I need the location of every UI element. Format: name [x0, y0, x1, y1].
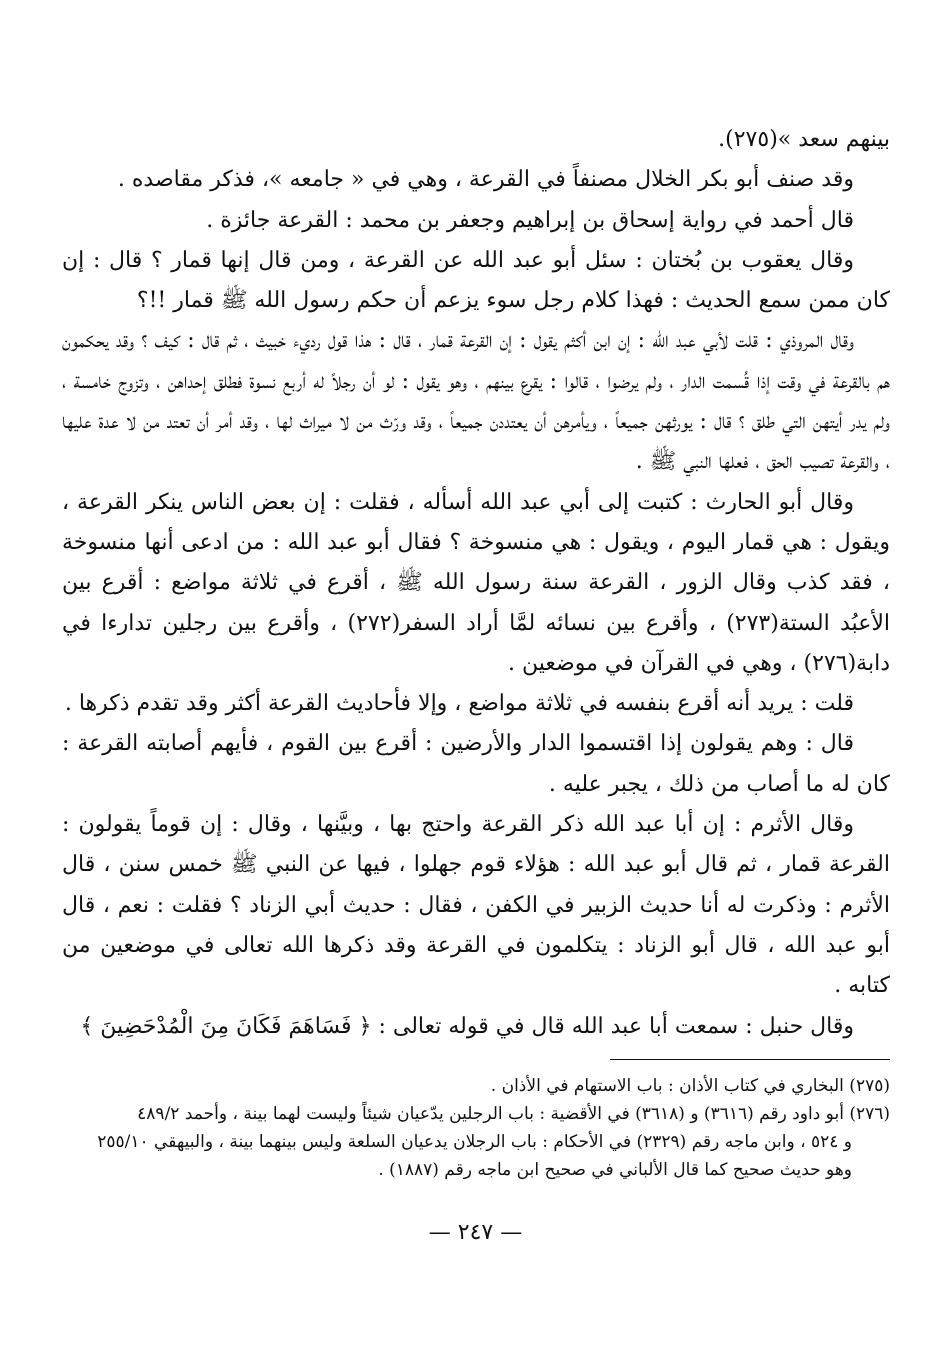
paragraph: قلت : يريد أنه أقرع بنفسه في ثلاثة مواضع ، وإلا فأحاديث القرعة أكثر وقد تقدم ذكرها . [64, 691, 854, 717]
paragraph: وقال يعقوب بن بُختان : سئل أبو عبد الله عن القرعة ، ومن قال إنها قمار ؟ قال : إن كان ممن سمع الحديث : فهذا كلام رجل سوء يزعم أن حكم رسول الله ﷺ قمار !!؟ [62, 247, 890, 314]
paragraph: وقال الأثرم : إن أبا عبد الله ذكر القرعة واحتج بها ، وبيَّنها ، وقال : إن قوماً يقولون : القرعة قمار ، ثم قال أبو عبد الله : هؤلاء قوم جهلوا ، فيها عن النبي ﷺ خمس سنن ، قال الأثرم : وذكرت له أنا حديث الزبير في الكفن ، فقال : حديث أبي الزناد ؟ فقلت : نعم ، قال أبو عبد الله ، قال أبو الزناد : يتكلمون في القرعة وقد ذكرها الله تعالى في موضعين من كتابه . [62, 812, 890, 999]
paragraph: وقال أبو الحارث : كتبت إلى أبي عبد الله أسأله ، فقلت : إن بعض الناس ينكر القرعة ، ويقول : هي قمار اليوم ، ويقول : هي منسوخة ؟ فقال أبو عبد الله : من ادعى أنها منسوخة ، فقد كذب وقال الزور ، القرعة سنة رسول الله ﷺ ، أقرع في ثلاثة مواضع : أقرع بين الأعبُد الستة(٢٧٣) ، وأقرع بين نسائه لمَّا أراد السفر(٢٧٢) ، وأقرع بين رجلين تدارءا في دابة(٢٧٦) ، وهي في القرآن في موضعين . [62, 489, 890, 676]
footnote: (٢٧٥) البخاري في كتاب الأذان : باب الاستهام في الأذان . [490, 1075, 890, 1096]
page-content [62, 120, 890, 1184]
paragraph: قال : وهم يقولون إذا اقتسموا الدار والأرضين : أقرع بين القوم ، فأيهم أصابته القرعة : كان له ما أصاب من ذلك ، يجبر عليه . [62, 731, 890, 797]
footnotes [62, 1072, 890, 1184]
paragraph: وقال المروذي : قلت لأبي عبد الله : إن ابن أكثم يقول : إن القرعة قمار ، قال : هذا قول رديء خبيث ، ثم قال : كيف ؟ وقد يحكمون هم بالقرعة في وقت إذا قُسمت الدار ، ولم يرضوا ، قالوا : يقرع بينهم ، وهو يقول : لو أن رجلاً له أربع نسوة فطلق إحداهن ، وتزوج خامسة ، ولم يدر أيتهن التي طلق ؟ قال : يورثهن جميعاً ، ويأمرهن أن يعتددن جميعاً ، وقد ورّث من لا ميراث لها ، وقد أمر أن تعتد من لا عدة عليها ، والقرعة تصيب الحق ، فعلها النبي ﷺ . [62, 328, 890, 475]
paragraph: بينهم سعد »(٢٧٥). [718, 127, 890, 152]
paragraph: وقال حنبل : سمعت أبا عبد الله قال في قوله تعالى : ﴿ فَسَاهَمَ فَكَانَ مِنَ الْمُدْحَضِينَ ﴾ [80, 1013, 854, 1039]
main-text [62, 120, 890, 1047]
footnote-continuation: و ٥٢٤ ، وابن ماجه رقم (٢٣٢٩) في الأحكام : باب الرجلان يدعيان السلعة وليس بينهما بينة ، والبيهقي ٢٥٥/١٠ [97, 1131, 852, 1152]
paragraph: وقد صنف أبو بكر الخلال مصنفاً في القرعة ، وهي في « جامعه »، فذكر مقاصده . [117, 167, 854, 193]
page-number: — ٢٤٧ — [428, 1220, 523, 1245]
footnote-continuation: وهو حديث صحيح كما قال الألباني في صحيح ابن ماجه رقم (١٨٨٧) . [378, 1159, 852, 1180]
paragraph: قال أحمد في رواية إسحاق بن إبراهيم وجعفر بن محمد : القرعة جائزة . [206, 207, 854, 233]
footnote-separator [610, 1059, 890, 1060]
footnote: (٢٧٦) أبو داود رقم (٣٦١٦) و (٣٦١٨) في الأقضية : باب الرجلين يدّعيان شيئاً وليست لهما بينة ، وأحمد ٤٨٩/٢ [137, 1103, 890, 1124]
